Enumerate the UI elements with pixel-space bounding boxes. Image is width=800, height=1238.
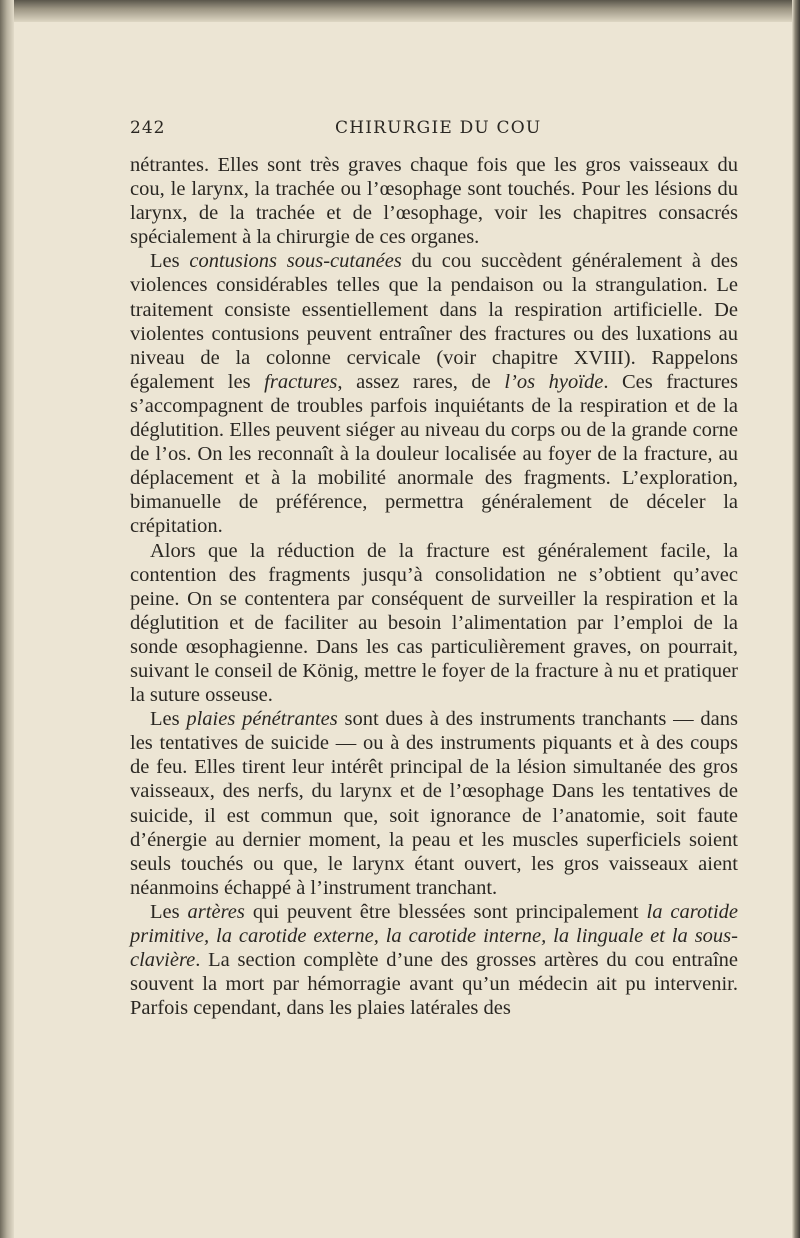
page-number: 242 [130, 118, 166, 138]
page-gutter-shadow [0, 0, 14, 1238]
italic-text-run: plaies pénétrantes [186, 708, 338, 731]
body-text [130, 153, 738, 1020]
text-run: du cou succèdent généralement à des violences considérables telles que la pendaison ou la strangulation. Le traitement consiste essentiellement dans la respiration artificielle. De violentes contusions peuvent entraîner des fractures ou des luxations au niveau de la colonne cervicale (voir chapitre XVIII). Rappelons également les [130, 250, 738, 393]
paragraph [130, 153, 738, 249]
running-title: CHIRURGIE DU COU [335, 118, 542, 138]
italic-text-run: artères [187, 900, 245, 923]
text-run: Alors que la réduction de la fracture est généralement facile, la contention des fragments jusqu’à consolidation ne s’obtient qu’avec peine. On se contentera par conséquent de surveiller la respiration et la déglutition et de faciliter au besoin l’alimentation par l’emploi de la sonde œsophagienne. Dans les cas particulièrement graves, on pourrait, suivant le conseil de König, mettre le foyer de la fracture à nu et pratiquer la suture osseuse. [130, 539, 738, 707]
text-run: sont dues à des instruments tranchants — dans les tentatives de suicide — ou à des instruments piquants et à des coups de feu. Elles tirent leur intérêt principal de la lésion simultanée des gros vaisseaux, des nerfs, du larynx et de l’œsophage Dans les tentatives de suicide, il est commun que, soit ignorance de l’anatomie, soit faute d’énergie au dernier moment, la peau et les muscles superficiels soient seuls touchés ou que, le larynx étant ouvert, les gros vaisseaux aient néanmoins échappé à l’instrument tranchant. [130, 708, 738, 899]
page-top-shadow [0, 0, 800, 22]
italic-text-run: fractures [264, 370, 338, 393]
text-run: . Ces fractures s’accompagnent de troubles parfois inquiétants de la respiration et de la déglutition. Elles peuvent siéger au niveau du corps ou de la grande corne de l’os. On les reconnaît à la douleur localisée au foyer de la fracture, au déplacement et à la mobilité anormale des fragments. L’exploration, bimanuelle de préférence, permettra généralement de déceler la crépitation. [130, 370, 739, 538]
italic-text-run: l’os hyoïde [504, 370, 604, 393]
paragraph [130, 900, 738, 1020]
page-right-edge [792, 0, 800, 1238]
text-run: qui peuvent être blessées sont principalement [244, 900, 647, 923]
italic-text-run: contusions sous-cutanées [189, 250, 402, 273]
text-run: Les [150, 708, 187, 731]
text-run: Les [150, 900, 188, 923]
running-head [130, 118, 738, 144]
text-run: , assez rares, de [337, 370, 505, 393]
paragraph [130, 539, 738, 708]
italic-text-run: la carotide primitive, la carotide externe, la carotide interne, la linguale et la sous-clavière [130, 900, 738, 972]
paragraph [130, 249, 738, 538]
text-run: nétrantes. Elles sont très graves chaque fois que les gros vaisseaux du cou, le larynx, la trachée ou l’œsophage sont touchés. Pour les lésions du larynx, de la trachée et de l’œsophage, voir les chapitres consacrés spécialement à la chirurgie de ces organes. [130, 154, 738, 249]
paragraph [130, 707, 738, 900]
text-run: Les [150, 250, 190, 273]
text-run: . La section complète d’une des grosses artères du cou entraîne souvent la mort par hémorragie avant qu’un médecin ait pu intervenir. Parfois cependant, dans les plaies latérales des [130, 949, 738, 1020]
